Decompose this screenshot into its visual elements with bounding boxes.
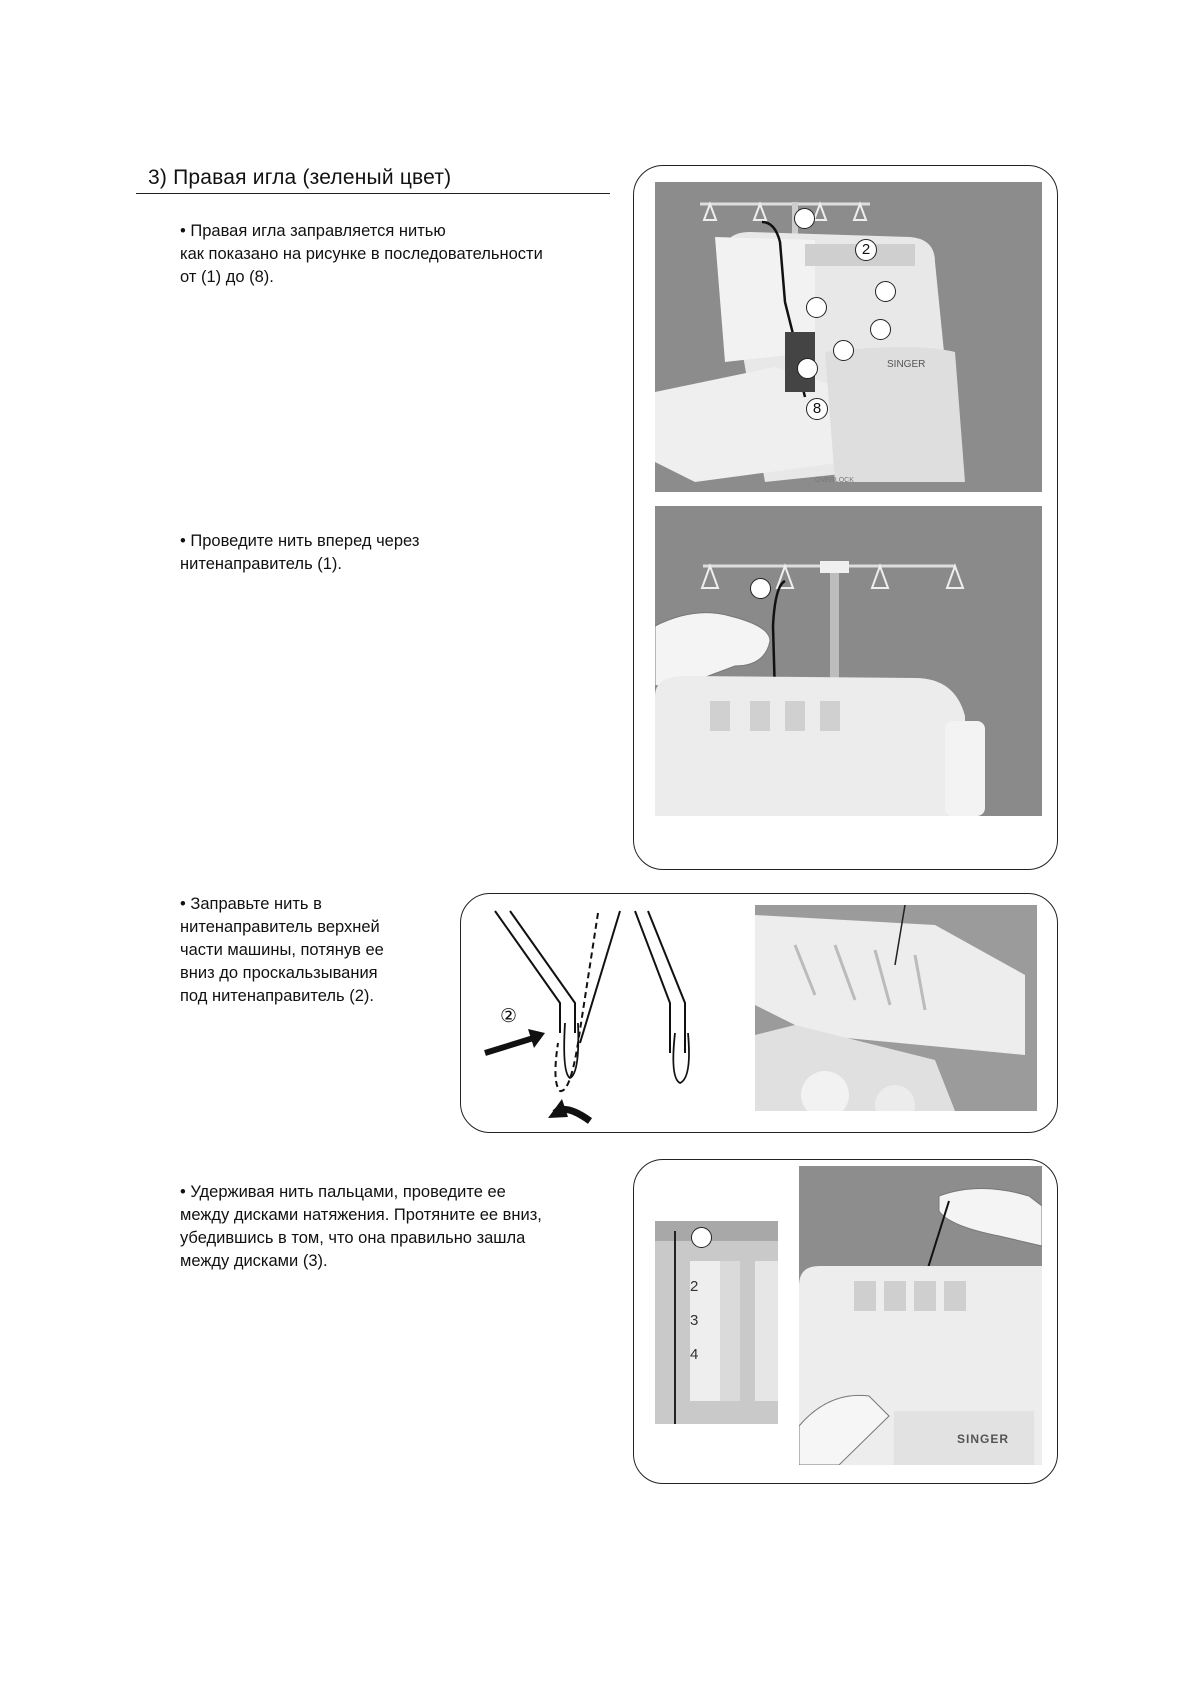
tension-disc-hand-photo [799, 1166, 1042, 1465]
step-1-text: • Правая игла заправляется нитью как показано на рисунке в последовательности от (1) до (8). [180, 222, 543, 286]
callout-blank [797, 358, 818, 379]
svg-text:SINGER: SINGER [887, 359, 926, 370]
overview-photo [655, 182, 1042, 492]
step-4-text: • Удерживая нить пальцами, проведите ее между дисками натяжения. Протяните ее вниз, убедившись в том, что она правильно зашла между дисками (3). [180, 1183, 542, 1270]
dial-number: 3 [690, 1312, 699, 1329]
dial-number: 4 [690, 1346, 699, 1363]
diagram-callout-2: ② [500, 1006, 518, 1027]
thread-guide-photo [655, 506, 1042, 816]
callout-8: 8 [806, 398, 828, 420]
machine-top-photo [755, 905, 1037, 1111]
title-underline [136, 193, 610, 194]
tension-dial-photo [655, 1221, 778, 1424]
callout-blank [794, 208, 815, 229]
section-title: 3) Правая игла (зеленый цвет) [148, 166, 452, 189]
callout-blank [870, 319, 891, 340]
callout-blank [750, 578, 771, 599]
callout-blank [833, 340, 854, 361]
svg-text:OVERLOCK: OVERLOCK [815, 477, 854, 484]
singer-logo: SINGER [957, 1432, 1010, 1446]
step-2-text: • Проведите нить вперед через нитенаправитель (1). [180, 532, 420, 573]
callout-2: 2 [855, 239, 877, 261]
step-3-text: • Заправьте нить в нитенаправитель верхней части машины, потянув ее вниз до проскальзывания под нитенаправитель (2). [180, 895, 384, 1005]
callout-blank [806, 297, 827, 318]
dial-number: 2 [690, 1278, 699, 1295]
dial-numbers [690, 1270, 698, 1372]
callout-blank [691, 1227, 712, 1248]
callout-blank [875, 281, 896, 302]
